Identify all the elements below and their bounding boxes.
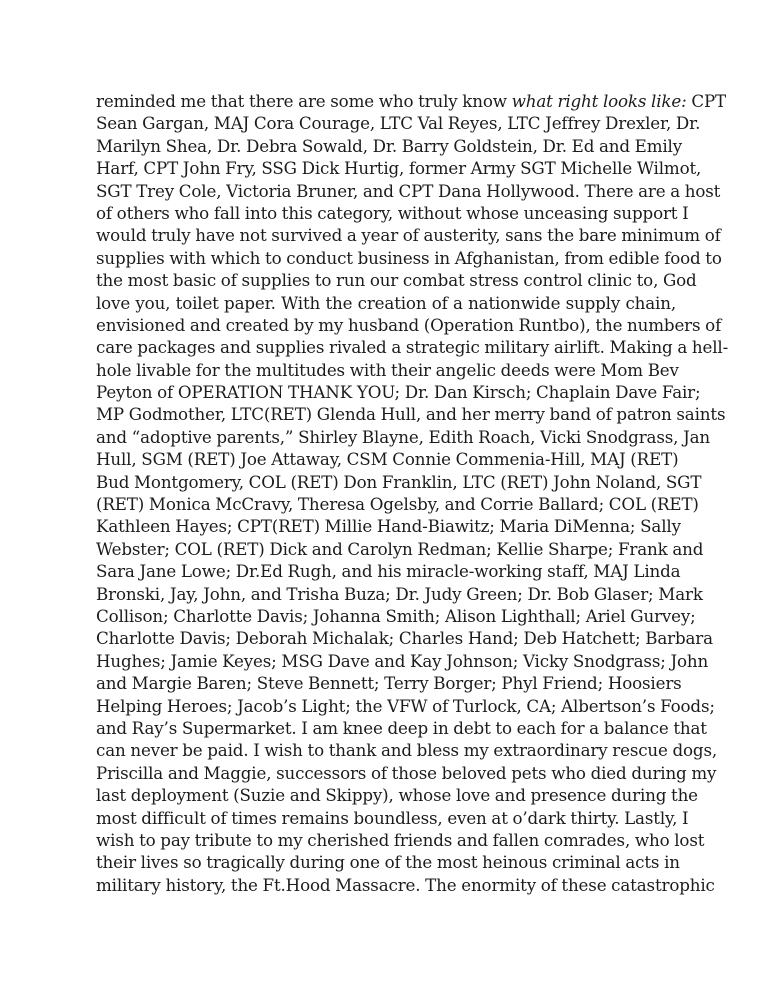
text-line: (RET) Monica McCravy, Theresa Ogelsby, and Corrie Ballard; COL (RET) [96, 494, 699, 515]
text-line: Priscilla and Maggie, successors of those beloved pets who died during my [96, 762, 717, 783]
text-line: Hughes; Jamie Keyes; MSG Dave and Kay Johnson; Vicky Snodgrass; John [96, 650, 709, 671]
text-line: Charlotte Davis; Deborah Michalak; Charles Hand; Deb Hatchett; Barbara [96, 628, 713, 649]
text-line: can never be paid. I wish to thank and bless my extraordinary rescue dogs, [96, 740, 718, 761]
text-line: most difficult of times remains boundless, even at o’dark thirty. Lastly, I [96, 807, 689, 828]
text-line: Harf, CPT John Fry, SSG Dick Hurtig, former Army SGT Michelle Wilmot, [96, 158, 702, 179]
text-line: love you, toilet paper. With the creation of a nationwide supply chain, [96, 292, 676, 313]
text-line: the most basic of supplies to run our combat stress control clinic to, God [96, 270, 697, 291]
text-line: and Margie Baren; Steve Bennett; Terry Borger; Phyl Friend; Hoosiers [96, 673, 682, 694]
text-line: and Ray’s Supermarket. I am knee deep in debt to each for a balance that [96, 717, 707, 738]
text-line: Collison; Charlotte Davis; Johanna Smith; Alison Lighthall; Ariel Gurvey; [96, 605, 696, 626]
text-line: Sean Gargan, MAJ Cora Courage, LTC Val Reyes, LTC Jeffrey Drexler, Dr. [96, 113, 701, 134]
text-line: SGT Trey Cole, Victoria Bruner, and CPT Dana Hollywood. There are a host [96, 180, 721, 201]
text-line: and “adoptive parents,” Shirley Blayne, Edith Roach, Vicki Snodgrass, Jan [96, 426, 711, 447]
text-line: hole livable for the multitudes with their angelic deeds were Mom Bev [96, 359, 679, 380]
text-line: Kathleen Hayes; CPT(RET) Millie Hand-Biawitz; Maria DiMenna; Sally [96, 516, 681, 537]
text-line: envisioned and created by my husband (Operation Runtbo), the numbers of [96, 314, 722, 335]
text-line: supplies with which to conduct business in Afghanistan, from edible food to [96, 247, 722, 268]
text-line: Marilyn Shea, Dr. Debra Sowald, Dr. Barry Goldstein, Dr. Ed and Emily [96, 135, 683, 156]
text-line: Peyton of OPERATION THANK YOU; Dr. Dan Kirsch; Chaplain Dave Fair; [96, 382, 701, 403]
text-line: military history, the Ft.Hood Massacre. The enormity of these catastrophic [96, 874, 715, 895]
text-line: Bud Montgomery, COL (RET) Don Franklin, LTC (RET) John Noland, SGT [96, 471, 702, 492]
text-line: would truly have not survived a year of austerity, sans the bare minimum of [96, 225, 721, 246]
text-line: Hull, SGM (RET) Joe Attaway, CSM Connie Commenia-Hill, MAJ (RET) [96, 449, 679, 470]
text-line: Webster; COL (RET) Dick and Carolyn Redman; Kellie Sharpe; Frank and [96, 538, 704, 559]
text-line: of others who fall into this category, without whose unceasing support I [96, 202, 689, 223]
text-line: last deployment (Suzie and Skippy), whose love and presence during the [96, 785, 698, 806]
text-line: Helping Heroes; Jacob’s Light; the VFW of Turlock, CA; Albertson’s Foods; [96, 695, 715, 716]
italic-phrase: what right looks like: [511, 91, 687, 111]
text-line: MP Godmother, LTC(RET) Glenda Hull, and her merry band of patron saints [96, 404, 726, 425]
text-line: Sara Jane Lowe; Dr.Ed Rugh, and his miracle-working staff, MAJ Linda [96, 561, 681, 582]
text-line: care packages and supplies rivaled a strategic military airlift. Making a hell- [96, 337, 729, 358]
text-line: their lives so tragically during one of the most heinous criminal acts in [96, 852, 680, 873]
text-line: reminded me that there are some who truly know what right looks like: CPT [96, 91, 727, 111]
document-body [96, 90, 729, 920]
text-line: wish to pay tribute to my cherished friends and fallen comrades, who lost [96, 829, 705, 850]
text-line: Bronski, Jay, John, and Trisha Buza; Dr. Judy Green; Dr. Bob Glaser; Mark [96, 583, 703, 604]
